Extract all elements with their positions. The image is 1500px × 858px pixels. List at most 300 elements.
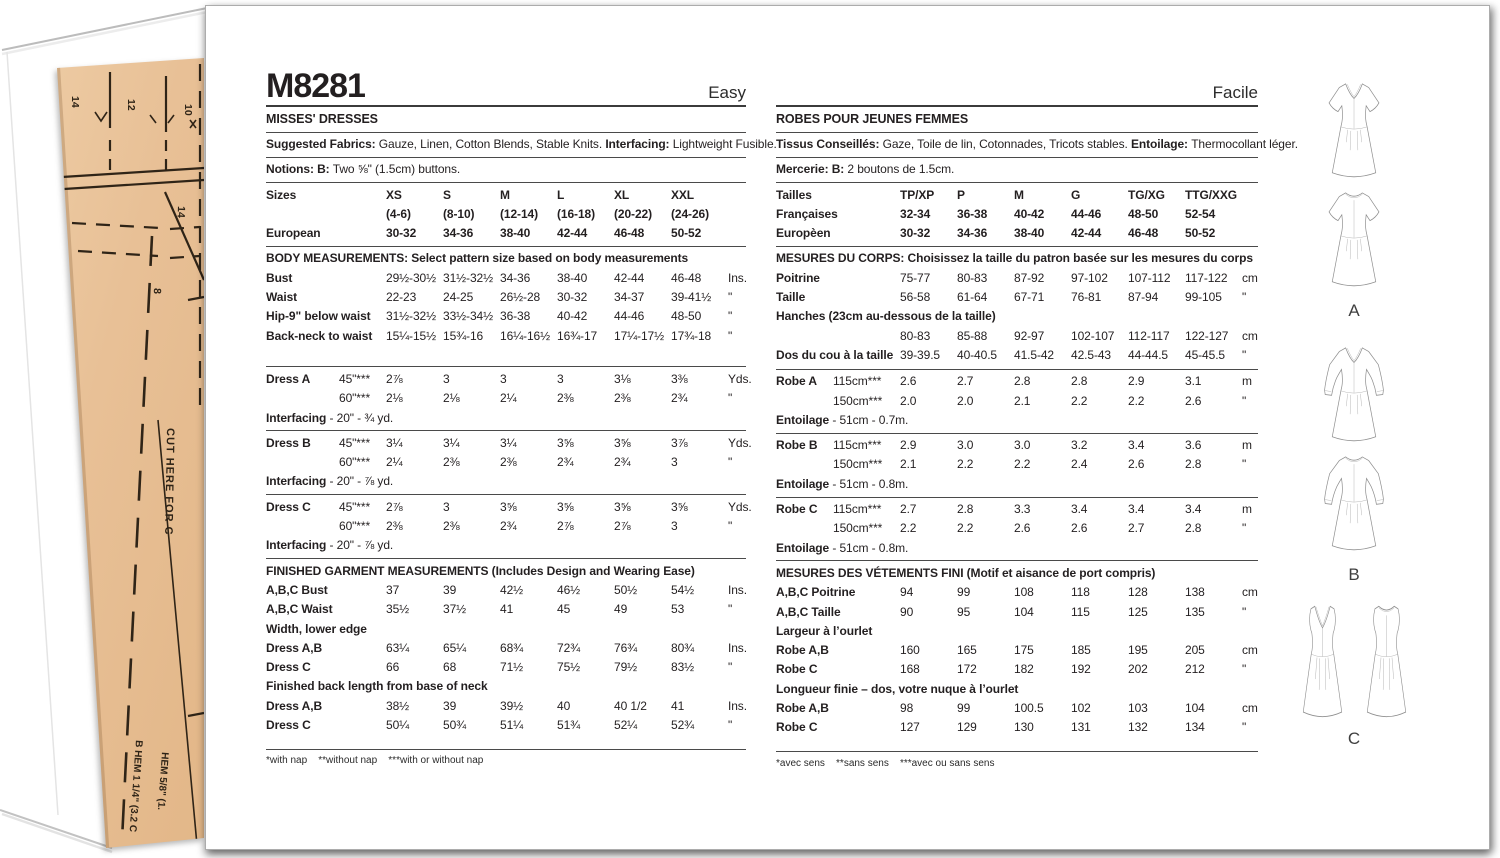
unit-cell [728, 224, 746, 243]
tissue-pattern-piece [0, 0, 220, 858]
row-label-main: Robe C [776, 502, 818, 517]
table-cell: 48-50 [1128, 206, 1159, 221]
text-segment: Longueur finie – dos, votre nuque à l’ourlet [776, 681, 1019, 696]
table-cell: 99 [957, 585, 971, 600]
unit-cell: " [728, 602, 733, 617]
row-label-width: 60"*** [339, 455, 371, 470]
table-cell: 135 [1185, 604, 1205, 619]
table-cell: 54½ [671, 582, 695, 597]
table-cell: 42-44 [557, 226, 588, 241]
table-cell: 2⅜ [386, 519, 403, 534]
table-cell: 34-37 [614, 290, 645, 305]
table-row [266, 186, 746, 205]
table-cell: G [1071, 187, 1081, 202]
unit-cell: " [1242, 393, 1247, 408]
table-cell: 52-54 [1185, 206, 1216, 221]
table-row [266, 269, 746, 288]
table-cell: 165 [957, 643, 977, 658]
table-cell: 107-112 [1128, 270, 1171, 285]
table-cell: 16¼-16½ [500, 328, 551, 343]
table-cell: XS [386, 187, 402, 202]
divider [776, 157, 1258, 158]
table-row [776, 583, 1258, 602]
table-cell: 2.9 [900, 438, 917, 453]
table-cell: 31½-32½ [386, 309, 437, 324]
row-label-width: 45"*** [339, 499, 371, 514]
table-cell: 99-105 [1185, 290, 1222, 305]
text-segment: Lightweight Fusible. [672, 137, 777, 151]
text-line [776, 622, 1258, 641]
footnote: *with nap **without nap ***with or without nap [266, 755, 484, 767]
row-label: Robe C [776, 662, 818, 677]
table-cell: 3.4 [1128, 438, 1145, 453]
table-cell: 46-48 [671, 270, 702, 285]
dress-a-back-illustration [1322, 190, 1386, 292]
table-cell: 26½-28 [500, 290, 541, 305]
text-segment: FINISHED GARMENT MEASUREMENTS (Includes Design and Wearing Ease) [266, 563, 695, 578]
spacer [776, 365, 1258, 366]
table-cell: 40 [557, 698, 571, 713]
row-label: Dress A,B [266, 640, 323, 655]
unit-cell: cm [1242, 328, 1258, 343]
table-cell: 104 [1185, 701, 1205, 716]
text-segment: Interfacing [266, 410, 327, 425]
table-cell: 38½ [386, 698, 410, 713]
table-cell: 125 [1128, 604, 1148, 619]
table-cell: 3.1 [1185, 374, 1202, 389]
table-cell: 61-64 [957, 290, 988, 305]
table-row [776, 718, 1258, 737]
text-line [776, 249, 1258, 268]
text-segment: Entoilage [776, 476, 830, 491]
table-row [266, 434, 752, 453]
table-cell: P [957, 187, 965, 202]
text-line [266, 249, 746, 268]
row-label: Sizes [266, 187, 297, 202]
table-cell: L [557, 187, 565, 202]
table-row [266, 327, 746, 346]
table-cell: 48-50 [671, 309, 702, 324]
row-label-main: Dress C [266, 499, 311, 514]
unit-cell: cm [1242, 701, 1258, 716]
table-row [776, 500, 1258, 519]
row-label: Dress C [266, 718, 311, 733]
view-c-row [1295, 603, 1414, 727]
table-row [776, 327, 1258, 346]
table-row [266, 498, 752, 517]
text-segment: MESURES DES VÉTEMENTS FINI (Motif et aisance de port compris) [776, 565, 1156, 580]
row-label-width: 150cm*** [833, 457, 883, 472]
table-cell: 168 [900, 662, 920, 677]
title-row-fr [776, 61, 1258, 103]
table-cell: 68 [443, 660, 457, 675]
tissue-size-number: 10 [182, 104, 194, 116]
row-label: A,B,C Waist [266, 602, 333, 617]
table-cell: 17¼-17½ [614, 328, 665, 343]
table-cell: 2¼ [500, 391, 517, 406]
table-cell: 2.7 [957, 374, 974, 389]
table-cell: 76¾ [614, 640, 638, 655]
table-cell: 38-40 [1014, 226, 1045, 241]
text-segment: 2 boutons de 1.5cm. [847, 162, 955, 177]
table-cell: (4-6) [386, 206, 411, 221]
table-cell: S [443, 187, 451, 202]
divider [266, 157, 746, 158]
table-row [266, 453, 746, 472]
table-row [776, 660, 1258, 679]
text-line [776, 160, 1258, 179]
table-cell: 3 [443, 499, 450, 514]
table-cell: 2.6 [1014, 521, 1031, 536]
table-cell: 40-42 [1014, 206, 1045, 221]
table-cell: 3¼ [500, 435, 517, 450]
table-row [776, 224, 1258, 243]
dress-b-front-illustration [1322, 345, 1386, 447]
row-label-main: Dress A [266, 371, 311, 386]
table-cell: TTG/XXG [1185, 187, 1237, 202]
table-cell: 38-40 [500, 226, 531, 241]
text-line [776, 680, 1258, 699]
table-cell: 118 [1071, 585, 1090, 600]
table-cell: 44-46 [1071, 206, 1102, 221]
table-row [266, 288, 746, 307]
table-cell: 3⅝ [557, 435, 574, 450]
text-segment: - 51cm - 0.8m. [829, 476, 909, 491]
table-cell: 35½ [386, 602, 410, 617]
table-cell: 68¾ [500, 640, 524, 655]
garment-views [1286, 81, 1422, 749]
table-cell: 2.0 [900, 393, 917, 408]
table-cell: 104 [1014, 604, 1034, 619]
unit-cell: " [728, 328, 733, 343]
table-cell: (24-26) [671, 206, 709, 221]
table-cell: 2⅛ [443, 391, 460, 406]
table-cell: 192 [1071, 662, 1091, 677]
table-cell: 3 [557, 371, 564, 386]
table-cell: 45-45.5 [1185, 347, 1225, 362]
table-cell: 202 [1128, 662, 1148, 677]
table-cell: 49 [614, 602, 628, 617]
table-cell: 2.9 [1128, 374, 1145, 389]
table-row [776, 186, 1258, 205]
table-cell: M [1014, 187, 1024, 202]
row-label: Waist [266, 290, 298, 305]
table-cell: 15¾-16 [443, 328, 484, 343]
divider [266, 246, 746, 247]
table-row [266, 581, 746, 600]
table-cell: 3.3 [1014, 502, 1031, 517]
table-cell: 3⅝ [614, 435, 631, 450]
table-cell: 87-94 [1128, 290, 1159, 305]
table-cell: 50-52 [671, 226, 702, 241]
divider [266, 558, 746, 559]
table-cell: 108 [1014, 585, 1034, 600]
table-cell: 41.5-42 [1014, 347, 1054, 362]
table-cell: 42-44 [614, 270, 645, 285]
table-cell: 79½ [614, 660, 638, 675]
table-row [266, 639, 746, 658]
row-label-main: Robe B [776, 438, 818, 453]
table-cell: 92-97 [1014, 328, 1045, 343]
english-table [266, 110, 777, 770]
row-label-width: 115cm*** [833, 502, 882, 517]
table-cell: 30-32 [557, 290, 588, 305]
unit-cell: Yds. [728, 499, 752, 514]
view-group-b [1286, 345, 1422, 585]
unit-cell: Ins. [728, 270, 747, 285]
table-cell: 160 [900, 643, 920, 658]
row-label [266, 498, 386, 517]
table-cell: 185 [1071, 643, 1091, 658]
text-segment: - 20" - ⅞ yd. [326, 538, 394, 553]
divider [266, 182, 746, 183]
unit-cell: " [1242, 662, 1247, 677]
divider [776, 497, 1258, 498]
table-row [776, 519, 1258, 538]
table-cell: 2.8 [957, 502, 974, 517]
row-label: Tailles [776, 187, 812, 202]
table-cell: 3⅞ [671, 435, 688, 450]
divider [266, 430, 746, 431]
table-cell: 46-48 [1128, 226, 1159, 241]
table-cell: 15¼-15½ [386, 328, 437, 343]
table-cell: 3⅜ [671, 371, 688, 386]
table-row [776, 205, 1258, 224]
table-cell: 195 [1128, 643, 1148, 658]
table-cell: 39-39.5 [900, 347, 940, 362]
table-cell: 205 [1185, 643, 1205, 658]
row-label-width: 45"*** [339, 435, 371, 450]
row-label-width: 45"*** [339, 371, 371, 386]
table-row [266, 517, 746, 536]
table-cell: 34-36 [443, 226, 474, 241]
table-cell: 2¾ [614, 455, 631, 470]
table-cell: XXL [671, 187, 695, 202]
tissue-paper [0, 0, 220, 858]
dress-a-front-illustration [1322, 81, 1386, 183]
title-row [266, 61, 746, 103]
table-cell: 97-102 [1071, 270, 1108, 285]
unit-cell: " [1242, 720, 1247, 735]
table-cell: 2⅞ [386, 499, 403, 514]
table-cell: 80-83 [900, 328, 931, 343]
table-cell: 46-48 [614, 226, 645, 241]
text-segment: Entoilage [776, 540, 830, 555]
table-cell: 2.2 [957, 457, 974, 472]
table-cell: 2.4 [1071, 457, 1088, 472]
table-cell: 50¼ [386, 718, 410, 733]
row-label [266, 205, 386, 224]
table-cell: 2⅞ [614, 519, 631, 534]
tissue-cut-here-label: CUT HERE FOR C [162, 427, 176, 536]
table-row [266, 224, 746, 243]
table-cell: 2.7 [1128, 521, 1145, 536]
table-row [776, 346, 1258, 365]
row-label: European [266, 226, 321, 241]
unit-cell: " [728, 391, 733, 406]
table-cell: 42-44 [1071, 226, 1102, 241]
divider [266, 105, 746, 107]
table-cell: 45 [557, 602, 571, 617]
table-cell: 24-25 [443, 290, 474, 305]
table-cell: 94 [900, 585, 914, 600]
table-cell: 130 [1014, 720, 1034, 735]
unit-cell: " [1242, 347, 1247, 362]
table-cell: 51¼ [500, 718, 524, 733]
text-segment: - 20" - ⅞ yd. [326, 474, 394, 489]
table-cell: 40-42 [557, 309, 588, 324]
table-cell: 3.6 [1185, 438, 1202, 453]
table-row [776, 436, 1258, 455]
table-cell: 2⅜ [557, 391, 574, 406]
table-cell: 132 [1128, 720, 1148, 735]
table-cell: 3 [671, 519, 678, 534]
divider [266, 132, 746, 133]
row-label-main: Robe A [776, 374, 817, 389]
table-cell: 127 [900, 720, 920, 735]
dress-c-front-illustration [1295, 603, 1350, 727]
row-label: Robe C [776, 720, 818, 735]
text-segment: Hanches (23cm au-dessous de la taille) [776, 309, 996, 324]
row-label [776, 500, 900, 519]
table-cell: 128 [1128, 585, 1148, 600]
table-cell: 3⅝ [614, 499, 631, 514]
table-cell: 39 [443, 582, 457, 597]
view-group-a [1286, 81, 1422, 321]
row-label [266, 370, 386, 389]
table-cell: 212 [1185, 662, 1205, 677]
spacer [266, 735, 746, 746]
pattern-number: M8281 [266, 67, 365, 105]
table-cell: 2.1 [1014, 393, 1031, 408]
table-cell: 75½ [557, 660, 581, 675]
table-cell: 2⅜ [614, 391, 631, 406]
divider [776, 369, 1258, 370]
table-cell: 129 [957, 720, 977, 735]
tissue-hem-b-label: B HEM 1 1/4" (3.2 C [126, 739, 144, 833]
divider [776, 751, 1258, 752]
table-cell: 2.6 [1071, 521, 1088, 536]
text-segment: Entoilage [776, 412, 830, 427]
table-row [776, 372, 1258, 391]
table-cell: 98 [900, 701, 914, 716]
spacer [266, 346, 746, 364]
table-cell: (20-22) [614, 206, 652, 221]
table-cell: 44-44.5 [1128, 347, 1168, 362]
instruction-sheet [205, 5, 1490, 850]
table-row [776, 699, 1258, 718]
table-cell: 72¾ [557, 640, 581, 655]
table-cell: 42.5-43 [1071, 347, 1111, 362]
unit-cell: cm [1242, 270, 1258, 285]
text-segment: Suggested Fabrics: [266, 137, 379, 151]
text-segment: - 51cm - 0.8m. [829, 540, 909, 555]
table-cell: 3⅝ [500, 499, 517, 514]
row-label: A,B,C Taille [776, 604, 841, 619]
table-row [266, 697, 746, 716]
unit-cell [1242, 205, 1258, 224]
divider [776, 105, 1258, 107]
table-cell: 3¼ [443, 435, 460, 450]
text-line [266, 135, 777, 154]
table-row [266, 307, 746, 326]
table-cell: 3.4 [1071, 502, 1088, 517]
unit-cell: " [728, 519, 733, 534]
divider [266, 366, 746, 367]
unit-cell: m [1242, 502, 1252, 517]
table-cell: 2.0 [957, 393, 974, 408]
row-label-width: 115cm*** [833, 438, 882, 453]
text-line [266, 160, 746, 179]
tissue-size-number: 14 [174, 205, 187, 218]
table-row [266, 205, 746, 224]
table-cell: 3⅝ [557, 499, 574, 514]
table-cell: 2.6 [1128, 457, 1145, 472]
row-label: Dress A,B [266, 698, 323, 713]
table-cell: 2.6 [900, 374, 917, 389]
row-label: Europèen [776, 226, 831, 241]
table-cell: 67-71 [1014, 290, 1045, 305]
table-cell: 3 [500, 371, 507, 386]
unit-cell [1242, 224, 1258, 243]
text-line [776, 475, 1258, 494]
table-cell: 37 [386, 582, 400, 597]
text-line [776, 539, 1258, 558]
table-cell: 51¾ [557, 718, 581, 733]
unit-cell: Ins. [728, 640, 747, 655]
text-segment: BODY MEASUREMENTS: Select pattern size based on body measurements [266, 251, 689, 266]
text-line [266, 677, 746, 696]
text-line [266, 562, 746, 581]
row-label: Robe A,B [776, 701, 829, 716]
table-row [776, 288, 1258, 307]
table-row [266, 658, 746, 677]
divider [266, 494, 746, 495]
difficulty-label-fr: Facile [1212, 83, 1258, 103]
table-cell: 3.2 [1071, 438, 1088, 453]
table-cell: 175 [1014, 643, 1034, 658]
row-label: Hip-9" below waist [266, 309, 371, 324]
row-label [776, 455, 900, 474]
table-cell: 122-127 [1185, 328, 1229, 343]
spacer [776, 738, 1258, 749]
table-cell: 39½ [500, 698, 524, 713]
text-segment: - 20" - ¾ yd. [326, 410, 394, 425]
row-label: Back-neck to waist [266, 328, 373, 343]
table-cell: 41 [671, 698, 685, 713]
unit-cell [728, 186, 746, 205]
row-label [266, 517, 386, 536]
table-cell: 50-52 [1185, 226, 1216, 241]
unit-cell: Ins. [728, 698, 747, 713]
table-cell: 36-38 [500, 309, 531, 324]
text-segment: Notions: B: [266, 162, 333, 177]
table-cell: 2⅜ [443, 455, 460, 470]
dress-c-back-illustration [1359, 603, 1414, 727]
table-row [776, 269, 1258, 288]
table-cell: 46½ [557, 582, 581, 597]
table-cell: 2.7 [900, 502, 917, 517]
table-cell: 2.8 [1071, 374, 1088, 389]
difficulty-label-en: Easy [708, 83, 746, 103]
text-segment: Interfacing [266, 538, 327, 553]
table-cell: 3.4 [1128, 502, 1145, 517]
table-cell: 3 [443, 371, 450, 386]
table-cell: 17¾-18 [671, 328, 712, 343]
unit-cell: " [728, 290, 733, 305]
text-segment: Tissus Conseillés: [776, 137, 883, 151]
unit-cell: m [1242, 438, 1252, 453]
